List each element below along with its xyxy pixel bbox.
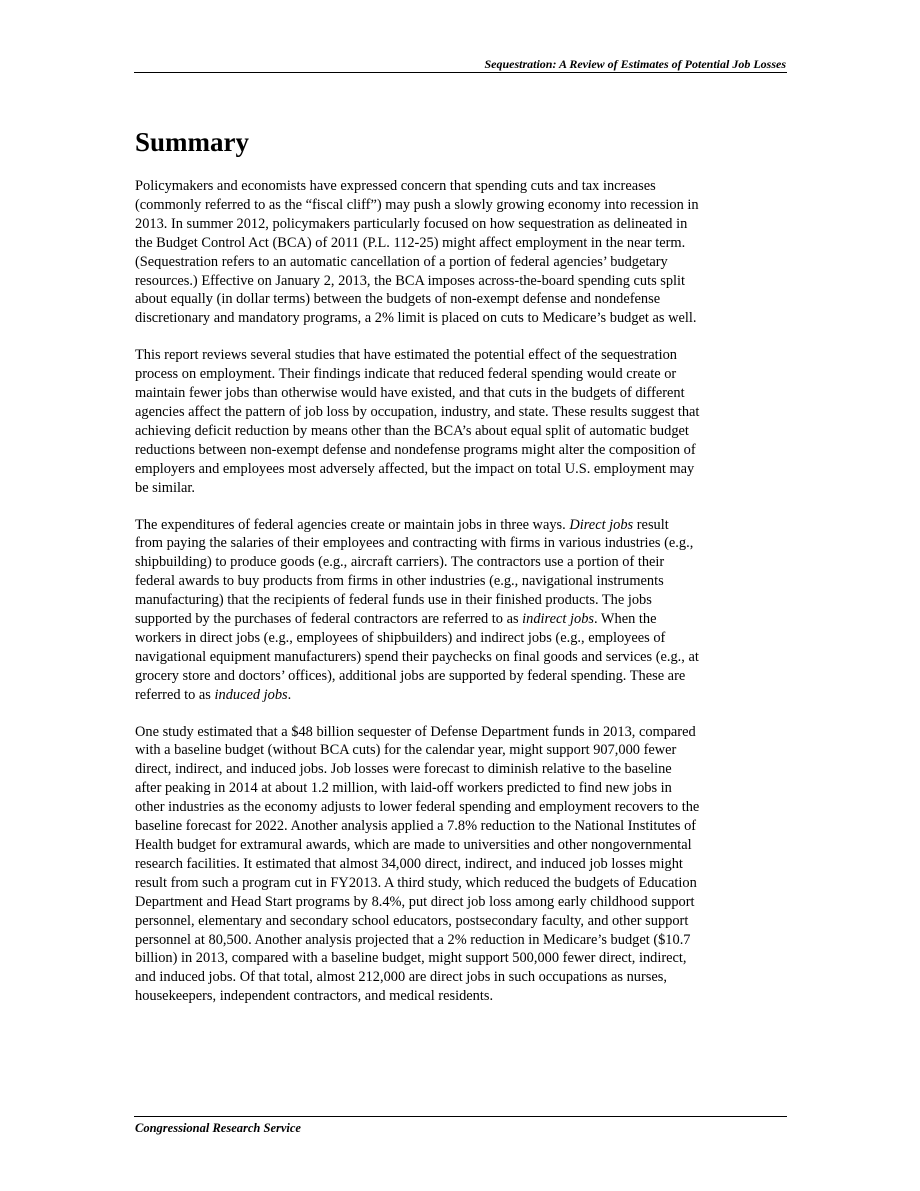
text-line: maintain fewer jobs than otherwise would have existed, and that cuts in the budgets of different (135, 385, 685, 402)
text-line: research facilities. It estimated that almost 34,000 direct, indirect, and induced job losses might (135, 855, 683, 872)
term-direct-jobs: Direct jobs (569, 516, 634, 533)
text-run: result (633, 516, 669, 533)
text-line (135, 516, 787, 535)
text-run: The expenditures of federal agencies create or maintain jobs in three ways. (135, 516, 570, 533)
text-line: manufacturing) that the recipients of federal funds use in their finished products. The jobs (135, 592, 652, 609)
text-line: result from such a program cut in FY2013. A third study, which reduced the budgets of Education (135, 874, 697, 891)
text-run: . When the (593, 611, 657, 628)
paragraph-2 (135, 346, 787, 497)
text-line: Department and Head Start programs by 8.4%, put direct job loss among early childhood support (135, 893, 695, 910)
paragraph-4 (135, 723, 787, 1007)
running-header: Sequestration: A Review of Estimates of Potential Job Losses (484, 57, 786, 71)
text-line: personnel, elementary and secondary school educators, postsecondary faculty, and other support (135, 912, 689, 929)
text-line: discretionary and mandatory programs, a 2% limit is placed on cuts to Medicare’s budget as well. (135, 310, 697, 327)
running-footer: Congressional Research Service (135, 1121, 301, 1135)
text-line: federal awards to buy products from firms in other industries (e.g., navigational instruments (135, 573, 664, 590)
text-line: other industries as the economy adjusts to lower federal spending and employment recovers to the (135, 799, 700, 816)
term-indirect-jobs: indirect jobs (522, 611, 594, 628)
text-line: workers in direct jobs (e.g., employees of shipbuilders) and indirect jobs (e.g., employees of (135, 629, 666, 646)
footer-rule (134, 1116, 787, 1117)
term-induced-jobs: induced jobs (214, 686, 288, 703)
text-run: referred to as (135, 686, 215, 703)
text-line: process on employment. Their findings indicate that reduced federal spending would create or (135, 366, 677, 383)
text-line: One study estimated that a $48 billion sequester of Defense Department funds in 2013, compared (135, 723, 696, 740)
text-line (135, 686, 787, 705)
text-line: billion) in 2013, compared with a baseline budget, might support 500,000 fewer direct, indirect, (135, 950, 687, 967)
text-run: . (287, 686, 292, 703)
text-run: supported by the purchases of federal contractors are referred to as (135, 611, 523, 628)
text-line: with a baseline budget (without BCA cuts) for the calendar year, might support 907,000 fewer (135, 742, 677, 759)
text-line: agencies affect the pattern of job loss by occupation, industry, and state. These results suggest that (135, 403, 700, 420)
header-rule (134, 72, 787, 73)
text-line: about equally (in dollar terms) between the budgets of non-exempt defense and nondefense (135, 291, 661, 308)
text-line: achieving deficit reduction by means other than the BCA’s about equal split of automatic budget (135, 422, 689, 439)
text-line: (Sequestration refers to an automatic cancellation of a portion of federal agencies’ budgetary (135, 253, 668, 270)
text-line: 2013. In summer 2012, policymakers particularly focused on how sequestration as delineated in (135, 215, 688, 232)
paragraph-1 (135, 177, 787, 328)
text-line: shipbuilding) to produce goods (e.g., aircraft carriers). The contractors use a portion of their (135, 554, 665, 571)
text-line: reductions between non-exempt defense and nondefense programs might alter the composition of (135, 441, 696, 458)
text-line: direct, indirect, and induced jobs. Job losses were forecast to diminish relative to the baseline (135, 761, 672, 778)
text-line: grocery store and doctors’ offices), additional jobs are supported by federal spending. These are (135, 667, 686, 684)
text-line: baseline forecast for 2022. Another analysis applied a 7.8% reduction to the National Institutes of (135, 818, 697, 835)
text-line: from paying the salaries of their employees and contracting with firms in various industries (e.g., (135, 535, 694, 552)
text-line: Policymakers and economists have expressed concern that spending cuts and tax increases (135, 178, 656, 194)
text-line: resources.) Effective on January 2, 2013, the BCA imposes across-the-board spending cuts split (135, 272, 686, 289)
text-line: housekeepers, independent contractors, and medical residents. (135, 988, 494, 1005)
text-line: Health budget for extramural awards, which are made to universities and other nongovernmental (135, 837, 692, 853)
summary-body (135, 177, 787, 1024)
text-line: navigational equipment manufacturers) spend their paychecks on final goods and services (e.g., at (135, 648, 699, 665)
text-line: personnel at 80,500. Another analysis projected that a 2% reduction in Medicare’s budget ($10.7 (135, 931, 691, 948)
paragraph-3 (135, 516, 787, 705)
text-line: and induced jobs. Of that total, almost 212,000 are direct jobs in such occupations as nurses, (135, 969, 667, 986)
text-line: after peaking in 2014 at about 1.2 million, with laid-off workers predicted to find new jobs in (135, 780, 672, 797)
section-title: Summary (135, 127, 249, 157)
text-line: be similar. (135, 479, 195, 496)
text-line: the Budget Control Act (BCA) of 2011 (P.L. 112-25) might affect employment in the near term. (135, 234, 686, 251)
text-line (135, 610, 787, 629)
text-line: This report reviews several studies that have estimated the potential effect of the sequestration (135, 347, 677, 364)
text-line: (commonly referred to as the “fiscal cliff”) may push a slowly growing economy into recession in (135, 196, 699, 213)
text-line: employers and employees most adversely affected, but the impact on total U.S. employment may (135, 460, 695, 477)
